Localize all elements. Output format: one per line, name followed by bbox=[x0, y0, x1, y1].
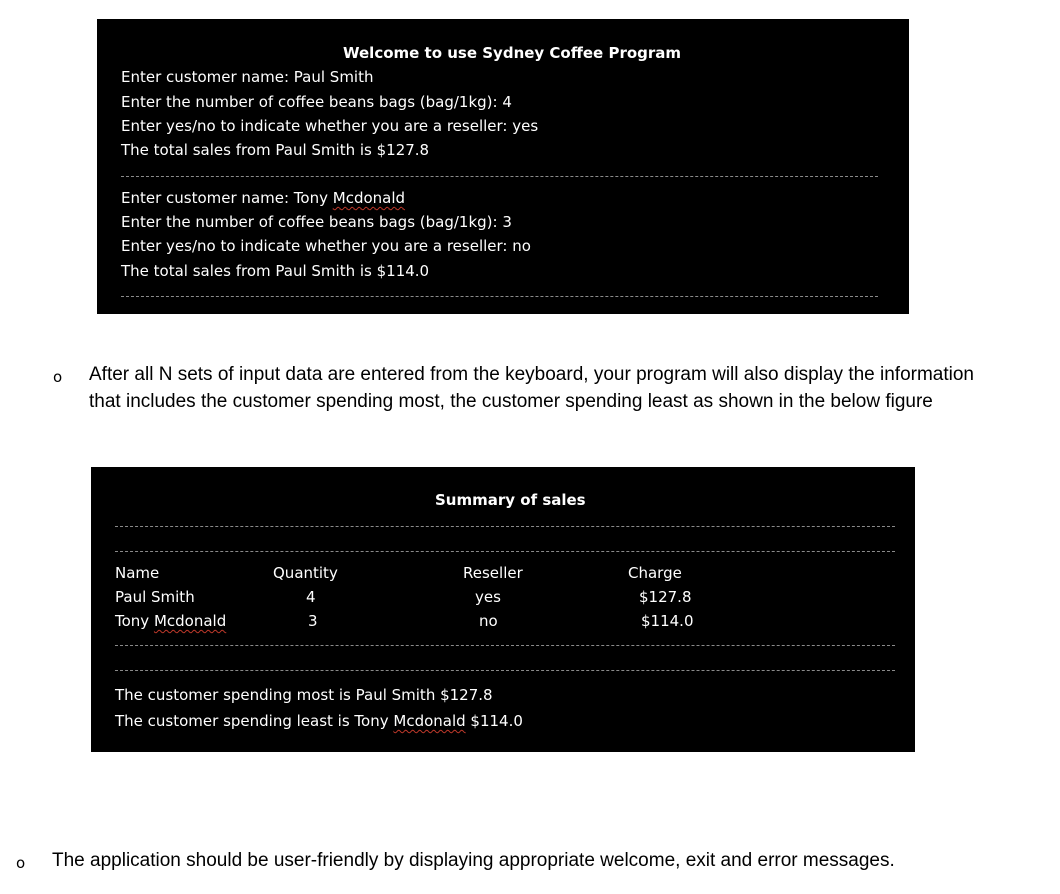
total-line-2: The total sales from Paul Smith is $114.0 bbox=[121, 262, 430, 280]
table-cell-reseller: yes bbox=[475, 588, 501, 606]
program-welcome-title: Welcome to use Sydney Coffee Program bbox=[343, 44, 682, 62]
table-cell-reseller: no bbox=[479, 612, 498, 630]
bags-line-2: Enter the number of coffee beans bags (bag/1kg): 3 bbox=[121, 213, 512, 231]
table-cell-charge: $127.8 bbox=[639, 588, 692, 606]
customer-name-line-2 bbox=[121, 189, 405, 207]
table-cell-name bbox=[115, 612, 226, 630]
column-header-charge: Charge bbox=[628, 564, 682, 582]
total-line-1: The total sales from Paul Smith is $127.8 bbox=[121, 141, 430, 159]
console-output-input-example bbox=[97, 19, 909, 314]
bullet-marker: o bbox=[53, 368, 63, 386]
name-last: Mcdonald bbox=[153, 612, 227, 630]
dashed-separator bbox=[115, 670, 895, 671]
summary-title: Summary of sales bbox=[435, 491, 586, 509]
customer-name-line-1: Enter customer name: Paul Smith bbox=[121, 68, 374, 86]
column-header-quantity: Quantity bbox=[273, 564, 338, 582]
customer-name-prefix: Enter customer name: Tony bbox=[121, 189, 333, 207]
reseller-line-1: Enter yes/no to indicate whether you are a reseller: yes bbox=[121, 117, 539, 135]
spending-most-line: The customer spending most is Paul Smith $127.8 bbox=[115, 686, 493, 704]
column-header-name: Name bbox=[115, 564, 160, 582]
dashed-separator bbox=[121, 176, 878, 177]
table-cell-charge: $114.0 bbox=[641, 612, 694, 630]
spending-least-prefix: The customer spending least is Tony bbox=[115, 712, 394, 730]
name-first: Tony bbox=[115, 612, 154, 630]
instruction-paragraph: After all N sets of input data are entered from the keyboard, your program will also display the information that includes the customer spending most, the customer spending least as shown in the below figure bbox=[89, 364, 974, 412]
table-cell-quantity: 3 bbox=[308, 612, 318, 630]
spending-least-last-name: Mcdonald bbox=[393, 712, 466, 730]
user-friendly-paragraph: The application should be user-friendly by displaying appropriate welcome, exit and error messages. bbox=[52, 850, 895, 871]
dashed-separator bbox=[121, 296, 878, 297]
column-header-reseller: Reseller bbox=[463, 564, 523, 582]
bullet-marker: o bbox=[16, 854, 26, 872]
console-output-summary-example bbox=[91, 467, 915, 752]
reseller-line-2: Enter yes/no to indicate whether you are a reseller: no bbox=[121, 237, 531, 255]
dashed-separator bbox=[115, 551, 895, 552]
bags-line-1: Enter the number of coffee beans bags (bag/1kg): 4 bbox=[121, 93, 512, 111]
customer-last-name: Mcdonald bbox=[332, 189, 406, 207]
spending-least-amount: $114.0 bbox=[465, 712, 523, 730]
table-cell-quantity: 4 bbox=[306, 588, 316, 606]
dashed-separator bbox=[115, 645, 895, 646]
table-cell-name: Paul Smith bbox=[115, 588, 195, 606]
dashed-separator bbox=[115, 526, 895, 527]
spending-least-line bbox=[115, 712, 523, 730]
